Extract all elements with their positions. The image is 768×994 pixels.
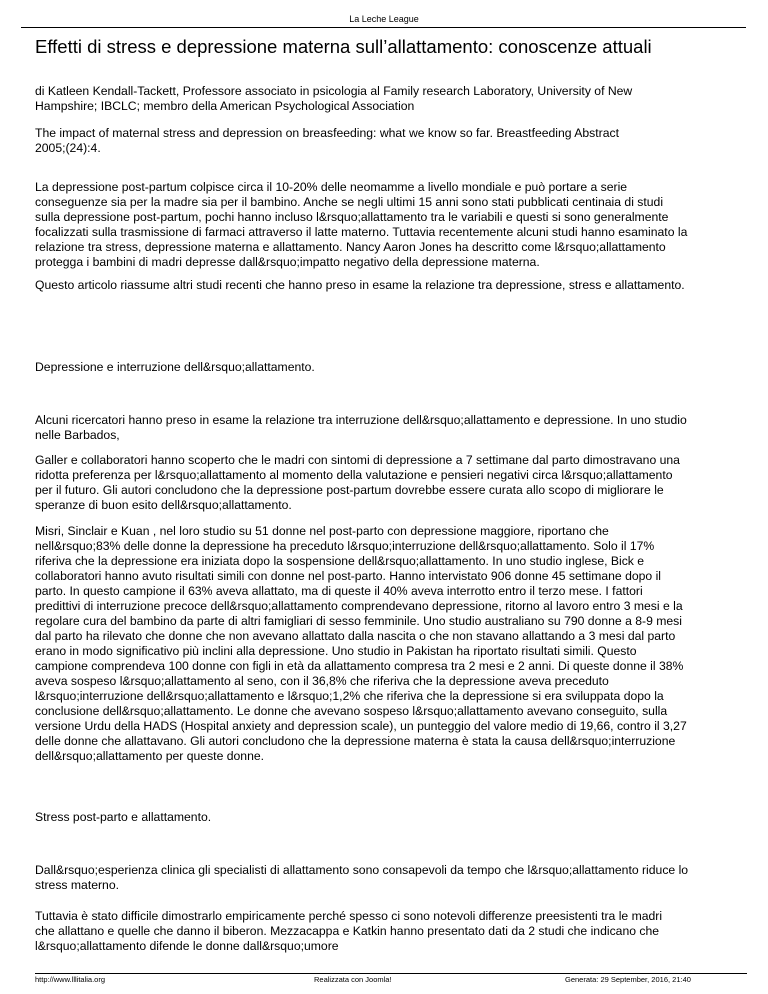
text-line: riferiva che la depressione era iniziata dopo la sospensione dell&rsquo;allattamento. In uno studio inglese, Bick e	[35, 554, 645, 568]
text-line: regolare cura del bambino da parte di altri famigliari di sesso femminile. Uno studio australiano su 790 donne a 8-9 mesi	[35, 614, 682, 628]
text-line: di Katleen Kendall-Tackett, Professore associato in psicologia al Family research Laboratory, University of New	[35, 84, 633, 98]
text-line: Galler e collaboratori hanno scoperto che le madri con sintomi di depressione a 7 settimane dal parto dimostravano una	[35, 453, 680, 467]
text-line: Alcuni ricercatori hanno preso in esame la relazione tra interruzione dell&rsquo;allattamento e depressione. In uno studio	[35, 413, 687, 427]
text-line: aveva sospeso l&rsquo;allattamento al seno, con il 36,8% che riferiva che la depressione aveva preceduto	[35, 674, 609, 688]
footer-url[interactable]: http://www.lllitalia.org	[35, 975, 106, 984]
header-rule	[21, 27, 746, 28]
section1-paragraph-2	[35, 453, 763, 513]
text-line: sulla depressione post-partum, pochi hanno incluso l&rsquo;allattamento tra le variabili e questi si sono generalmente	[35, 210, 669, 224]
text-line: dell&rsquo;allattamento per queste donne.	[35, 749, 265, 763]
section1-heading: Depressione e interruzione dell&rsquo;allattamento.	[35, 360, 315, 374]
section1-paragraph-1	[35, 413, 763, 443]
footer-made-with: Realizzata con Joomla!	[314, 975, 392, 984]
text-line: predittivi di interruzione precoce dell&rsquo;allattamento comprendevano depressione, ritorno al lavoro entro 3 mesi e la	[35, 599, 683, 613]
text-line: l&rsquo;allattamento difende le donne dall&rsquo;umore	[35, 939, 339, 953]
text-line: protegga i bambini di madri depresse dall&rsquo;impatto negativo della depressione materna.	[35, 255, 540, 269]
text-line: Tuttavia è stato difficile dimostrarlo empiricamente perché spesso ci sono notevoli differenze preesistenti tra le madri	[35, 909, 663, 923]
text-line: Questo articolo riassume altri studi recenti che hanno preso in esame la relazione tra depressione, stress e allattamento.	[35, 278, 685, 292]
section1-paragraph-3	[35, 524, 763, 764]
text-line: conseguenze sia per la madre sia per il bambino. Anche se negli ultimi 15 anni sono stati pubblicati centinaia di studi	[35, 195, 664, 209]
text-line: parto. In questo campione il 63% aveva allattato, ma di queste il 40% aveva interrotto entro il terzo mese. I fattori	[35, 584, 643, 598]
text-line: campione comprendeva 100 donne con figli in età da allattamento compresa tra 2 mesi e 2 anni. Di queste donne il 38%	[35, 659, 684, 673]
text-line: versione Urdu della HADS (Hospital anxiety and depression scale), un punteggio del valore medio di 19,66, contro il 3,27	[35, 719, 687, 733]
text-line: per il futuro. Gli autori concludono che la depressione post-partum dovrebbe essere curata allo scopo di migliorare le	[35, 483, 664, 497]
text-line: 2005;(24):4.	[35, 141, 101, 155]
text-line: nell&rsquo;83% delle donne la depressione ha preceduto l&rsquo;interruzione dell&rsquo;allattamento. Solo il 17%	[35, 539, 655, 553]
section2-heading: Stress post-parto e allattamento.	[35, 810, 212, 824]
footer-generated: Generata: 29 September, 2016, 21:40	[565, 975, 691, 984]
section2-paragraph-1	[35, 863, 763, 893]
summary-paragraph	[35, 278, 763, 293]
section2-paragraph-2	[35, 909, 763, 954]
text-line: conclusione dell&rsquo;allattamento. Le donne che avevano sospeso l&rsquo;allattamento avevano conseguito, sulla	[35, 704, 668, 718]
text-line: La depressione post-partum colpisce circa il 10-20% delle neomamme a livello mondiale e può portare a serie	[35, 180, 628, 194]
citation-paragraph	[35, 126, 763, 156]
footer-rule	[35, 973, 747, 974]
article-title: Effetti di stress e depressione materna sull’allattamento: conoscenze attuali	[35, 36, 652, 57]
text-line: Hampshire; IBCLC; membro della American Psychological Association	[35, 99, 415, 113]
text-line: relazione tra stress, depressione materna e allattamento. Nancy Aaron Jones ha descritto come l&rsquo;allattamento	[35, 240, 666, 254]
text-line: Misri, Sinclair e Kuan , nel loro studio su 51 donne nel post-parto con depressione maggiore, riportano che	[35, 524, 609, 538]
site-header: La Leche League	[349, 14, 419, 24]
text-line: Dall&rsquo;esperienza clinica gli specialisti di allattamento sono consapevoli da tempo che l&rsquo;allattamento riduce lo	[35, 863, 689, 877]
text-line: focalizzati sulla trasmissione di farmaci attraverso il latte materno. Tuttavia recentemente alcuni studi hanno esaminato la	[35, 225, 688, 239]
text-line: erano in modo significativo più inclini alla depressione. Uno studio in Pakistan ha riportato risultati simili. Questo	[35, 644, 637, 658]
text-line: che allattano e quelle che danno il biberon. Mezzacappa e Katkin hanno presentato dati da 2 studi che indicano che	[35, 924, 660, 938]
text-line: stress materno.	[35, 878, 119, 892]
text-line: speranze di buon esito dell&rsquo;allattamento.	[35, 498, 292, 512]
text-line: dal parto ha rilevato che donne che non avevano allattato dalla nascita o che non stavano allattando a 3 mesi dal parto	[35, 629, 676, 643]
text-line: ridotta preferenza per l&rsquo;allattamento al momento della valutazione e pensieri negativi circa l&rsquo;allattamento	[35, 468, 673, 482]
text-line: nelle Barbados,	[35, 428, 120, 442]
intro-paragraph	[35, 180, 763, 270]
text-line: collaboratori hanno avuto risultati simili con donne nel post-parto. Hanno intervistato 906 donne 45 settimane dopo il	[35, 569, 662, 583]
text-line: l&rsquo;interruzione dell&rsquo;allattamento e l&rsquo;1,2% che riferiva che la depressione si era sviluppata dopo la	[35, 689, 664, 703]
text-line: delle donne che allattavano. Gli autori concludono che la depressione materna è stata la causa dell&rsquo;interruzione	[35, 734, 676, 748]
text-line: The impact of maternal stress and depression on breasfeeding: what we know so far. Breastfeeding Abstract	[35, 126, 619, 140]
author-paragraph	[35, 84, 763, 114]
